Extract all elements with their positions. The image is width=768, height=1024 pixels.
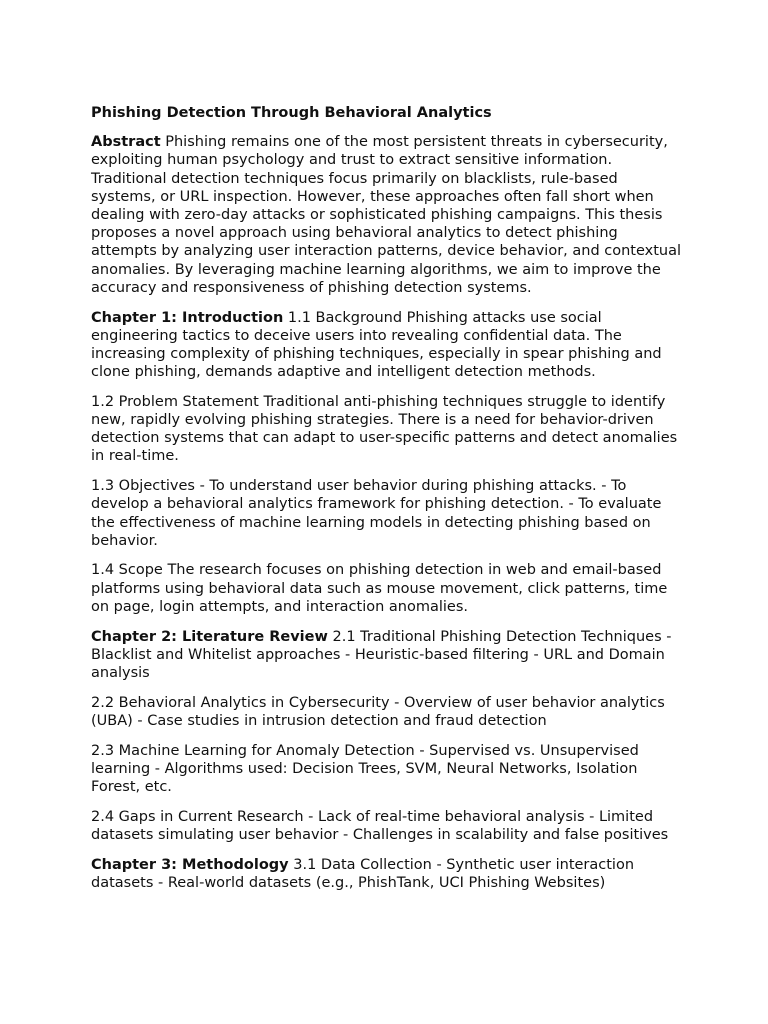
paragraph-problem-statement	[91, 393, 683, 466]
paragraph-objectives	[91, 477, 683, 550]
paragraph-behavioral-analytics	[91, 694, 683, 730]
paragraph-text: 2.3 Machine Learning for Anomaly Detection - Supervised vs. Unsupervised learning - Algorithms used: Decision Trees, SVM, Neural Networks, Isolation Forest, etc.	[91, 742, 639, 795]
document-page	[91, 104, 683, 904]
paragraph-text: 1.4 Scope The research focuses on phishing detection in web and email-based platforms using behavioral data such as mouse movement, click patterns, time on page, login attempts, and interaction anomalies.	[91, 562, 668, 615]
paragraph-chapter-2-traditional	[91, 628, 683, 683]
paragraph-heading: Chapter 2: Literature Review	[91, 628, 328, 645]
document-title: Phishing Detection Through Behavioral Analytics	[91, 105, 492, 121]
paragraph-text: 2.4 Gaps in Current Research - Lack of real-time behavioral analysis - Limited datasets simulating user behavior - Challenges in scalability and false positives	[91, 808, 669, 843]
paragraph-machine-learning	[91, 742, 683, 797]
paragraph-abstract	[91, 133, 683, 297]
paragraph-heading: Abstract	[91, 134, 161, 151]
paragraph-text: 1.1 Background Phishing attacks use social engineering tactics to deceive users into revealing confidential data. The increasing complexity of phishing techniques, especially in spear phishing and clone phishing, demands adaptive and intelligent detection methods.	[91, 309, 662, 381]
paragraph-heading: Chapter 3: Methodology	[91, 856, 289, 873]
paragraph-research-gaps	[91, 808, 683, 844]
paragraph-chapter-3-methodology	[91, 856, 683, 892]
paragraph-scope	[91, 561, 683, 616]
paragraph-text: 2.2 Behavioral Analytics in Cybersecurity - Overview of user behavior analytics (UBA) - Case studies in intrusion detection and fraud detection	[91, 694, 665, 729]
paragraph-chapter-1-background	[91, 309, 683, 382]
paragraph-text: 1.2 Problem Statement Traditional anti-phishing techniques struggle to identify new, rapidly evolving phishing strategies. There is a need for behavior-driven detection systems that can adapt to user-specific patterns and detect anomalies in real-time.	[91, 393, 678, 465]
paragraph-heading: Chapter 1: Introduction	[91, 309, 284, 326]
paragraph-text: 1.3 Objectives - To understand user behavior during phishing attacks. - To develop a behavioral analytics framework for phishing detection. - To evaluate the effectiveness of machine learning models in detecting phishing based on behavior.	[91, 478, 662, 549]
paragraph-text: 2.1 Traditional Phishing Detection Techniques - Blacklist and Whitelist approaches - Heuristic-based filtering - URL and Domain analysis	[91, 628, 672, 681]
paragraph-text: 3.1 Data Collection - Synthetic user interaction datasets - Real-world datasets (e.g., PhishTank, UCI Phishing Websites)	[91, 856, 635, 891]
paragraph-text: Phishing remains one of the most persistent threats in cybersecurity, exploiting human psychology and trust to extract sensitive information. Traditional detection techniques focus primarily on blacklists, rule-based systems, or URL inspection. However, these approaches often fall short when dealing with zero-day attacks or sophisticated phishing campaigns. This thesis proposes a novel approach using behavioral analytics to detect phishing attempts by analyzing user interaction patterns, device behavior, and contextual anomalies. By leveraging machine learning algorithms, we aim to improve the accuracy and responsiveness of phishing detection systems.	[91, 134, 682, 296]
